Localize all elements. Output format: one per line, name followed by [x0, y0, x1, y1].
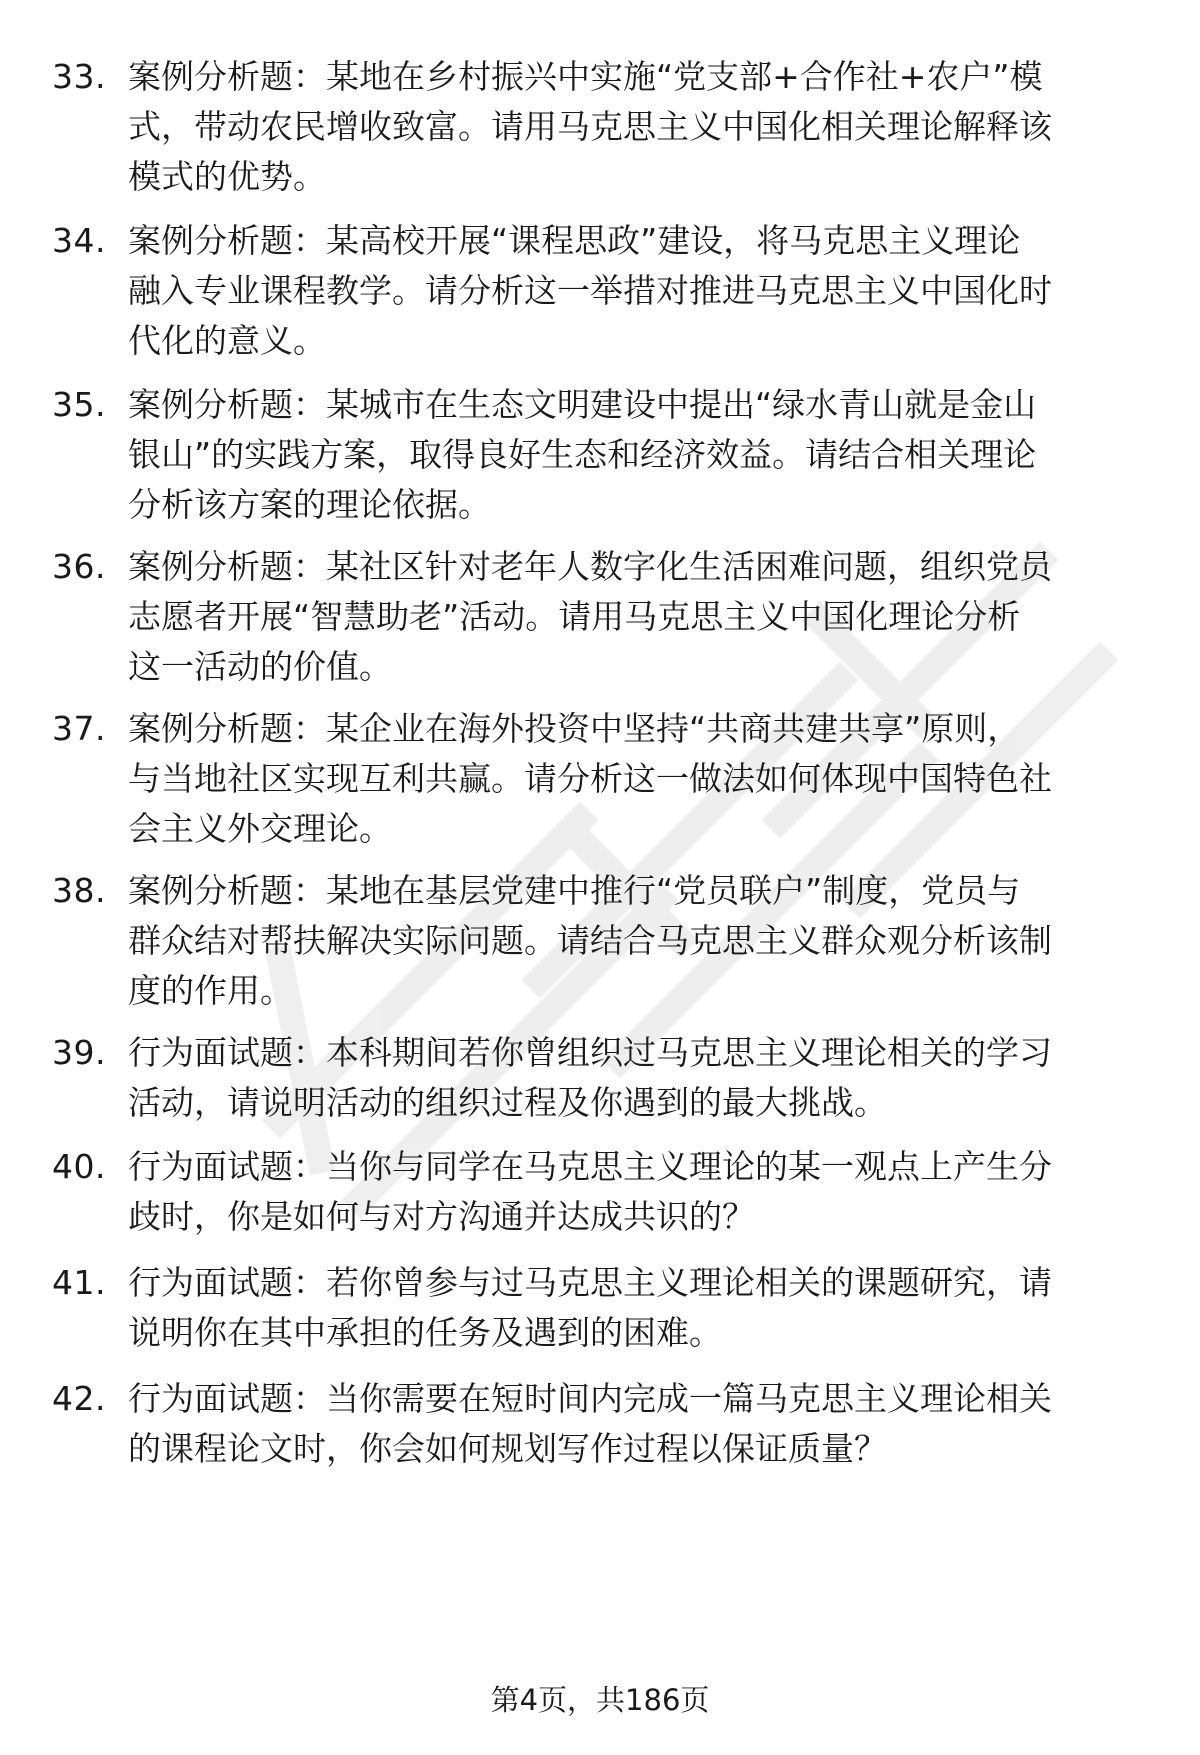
- question-text-line: 与当地社区实现互利共赢。请分析这一做法如何体现中国特色社: [128, 759, 1052, 798]
- question-text-line: 这一活动的价值。: [128, 647, 392, 686]
- question-text-line: 志愿者开展“智慧助老”活动。请用马克思主义中国化理论分析: [128, 597, 1021, 636]
- question-text-line: 会主义外交理论。: [128, 809, 392, 848]
- question-number: 35.: [52, 385, 106, 424]
- question-text-line: 代化的意义。: [128, 321, 326, 360]
- question-text-line: 行为面试题：本科期间若你曾组织过马克思主义理论相关的学习: [128, 1033, 1052, 1072]
- question-text-line: 案例分析题：某高校开展“课程思政”建设，将马克思主义理论: [128, 221, 1021, 260]
- question-text-line: 行为面试题：当你与同学在马克思主义理论的某一观点上产生分: [128, 1147, 1052, 1186]
- question-number: 34.: [52, 221, 106, 260]
- question-text-line: 案例分析题：某企业在海外投资中坚持“共商共建共享”原则，: [128, 709, 1021, 748]
- question-number: 42.: [52, 1379, 106, 1418]
- question-text-line: 度的作用。: [128, 971, 293, 1010]
- question-text-line: 银山”的实践方案，取得良好生态和经济效益。请结合相关理论: [128, 435, 1037, 474]
- question-text-line: 群众结对帮扶解决实际问题。请结合马克思主义群众观分析该制: [128, 921, 1052, 960]
- question-text-line: 分析该方案的理论依据。: [128, 485, 491, 524]
- question-text-line: 行为面试题：若你曾参与过马克思主义理论相关的课题研究，请: [128, 1263, 1052, 1302]
- question-text-line: 说明你在其中承担的任务及遇到的困难。: [128, 1313, 722, 1352]
- question-number: 36.: [52, 547, 106, 586]
- question-text-line: 模式的优势。: [128, 157, 326, 196]
- page-footer: [0, 1678, 1200, 1722]
- question-text-line: 案例分析题：某地在基层党建中推行“党员联户”制度，党员与: [128, 871, 1021, 910]
- question-number: 37.: [52, 709, 106, 748]
- question-text-line: 案例分析题：某城市在生态文明建设中提出“绿水青山就是金山: [128, 385, 1037, 424]
- question-text-line: 式，带动农民增收致富。请用马克思主义中国化相关理论解释该: [128, 107, 1052, 146]
- question-text-line: 案例分析题：某社区针对老年人数字化生活困难问题，组织党员: [128, 547, 1052, 586]
- question-number: 39.: [52, 1033, 106, 1072]
- question-text-line: 活动，请说明活动的组织过程及你遇到的最大挑战。: [128, 1083, 887, 1122]
- question-text-line: 融入专业课程教学。请分析这一举措对推进马克思主义中国化时: [128, 271, 1052, 310]
- question-text-line: 歧时，你是如何与对方沟通并达成共识的？: [128, 1197, 755, 1236]
- question-text-line: 行为面试题：当你需要在短时间内完成一篇马克思主义理论相关: [128, 1379, 1052, 1418]
- question-number: 33.: [52, 57, 106, 96]
- question-number: 41.: [52, 1263, 106, 1302]
- question-number: 38.: [52, 871, 106, 910]
- question-number: 40.: [52, 1147, 106, 1186]
- question-text-line: 的课程论文时，你会如何规划写作过程以保证质量？: [128, 1429, 887, 1468]
- question-text-line: 案例分析题：某地在乡村振兴中实施“党支部+合作社+农户”模: [128, 57, 1043, 96]
- page-number-label: 第4页，共186页: [490, 1683, 710, 1717]
